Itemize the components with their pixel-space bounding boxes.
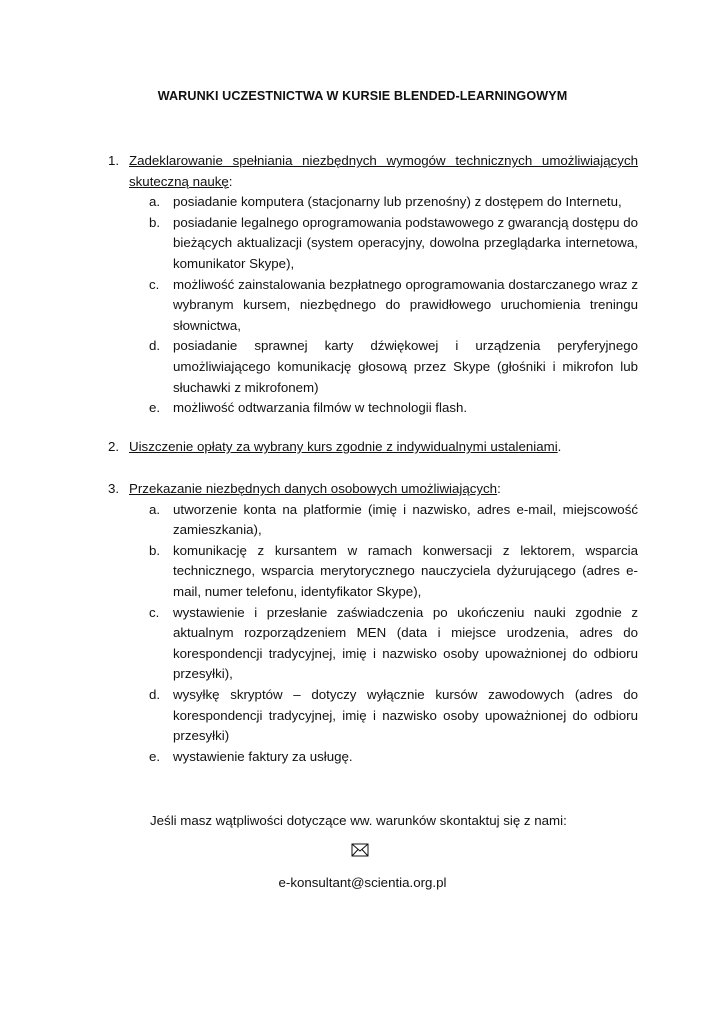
list-item: c. możliwość zainstalowania bezpłatnego oprogramowania dostarczanego wraz z wybranym kursem, niezbędnego do prawidłowego uruchomienia treningu słownictwa,: [149, 276, 638, 333]
list-item: c. wystawienie i przesłanie zaświadczenia po ukończeniu nauki zgodnie z aktualnym rozporządzeniem MEN (data i miejsce urodzenia, adres do korespondencji tradycyjnej, imię i nazwisko osoby upoważnionej do odbioru przesyłki),: [149, 604, 638, 682]
sub-list: [129, 192, 638, 419]
envelope-icon: [351, 843, 369, 857]
contact-text: Jeśli masz wątpliwości dotyczące ww. warunków skontaktuj się z nami:: [150, 813, 567, 828]
list-item: a. utworzenie konta na platformie (imię i nazwisko, adres e-mail, miejscowość zamieszkania),: [149, 501, 638, 538]
list-item: d. posiadanie sprawnej karty dźwiękowej i urządzenia peryferyjnego umożliwiającego komunikację głosową przez Skype (głośniki i mikrofon lub słuchawki z mikrofonem): [149, 338, 638, 395]
section-heading: Zadeklarowanie spełniania niezbędnych wymogów technicznych umożliwiających skuteczną naukę:: [129, 153, 638, 189]
section-heading: Uiszczenie opłaty za wybrany kurs zgodnie z indywidualnymi ustaleniami.: [129, 439, 562, 454]
list-item: b. komunikację z kursantem w ramach konwersacji z lektorem, wsparcia technicznego, wsparcia merytorycznego nauczyciela dyżurującego (adres e-mail, numer telefonu, identyfikator Skype),: [149, 542, 638, 599]
list-item: b. posiadanie legalnego oprogramowania podstawowego z gwarancją dostępu do bieżących aktualizacji (system operacyjny, dowolna przeglądarka internetowa, komunikator Skype),: [149, 214, 638, 271]
sub-list: [129, 500, 638, 768]
section-2: [108, 437, 638, 458]
list-item: d. wysyłkę skryptów – dotyczy wyłącznie kursów zawodowych (adres do korespondencji tradycyjnej, imię i nazwisko osoby upoważnionej do odbioru przesyłki): [149, 686, 638, 744]
section-number: 3.: [108, 481, 120, 496]
section-number: 2.: [108, 439, 120, 454]
document-title: WARUNKI UCZESTNICTWA W KURSIE BLENDED-LEARNINGOWYM: [157, 89, 568, 103]
section-1: [108, 151, 638, 419]
list-item: e. możliwość odtwarzania filmów w technologii flash.: [149, 400, 468, 416]
section-3: [108, 479, 638, 767]
list-item: e. wystawienie faktury za usługę.: [149, 748, 353, 764]
section-heading: Przekazanie niezbędnych danych osobowych umożliwiających:: [129, 481, 501, 496]
contact-email[interactable]: e-konsultant@scientia.org.pl: [278, 875, 447, 890]
list-item: a. posiadanie komputera (stacjonarny lub przenośny) z dostępem do Internetu,: [149, 194, 622, 210]
section-number: 1.: [108, 153, 120, 168]
